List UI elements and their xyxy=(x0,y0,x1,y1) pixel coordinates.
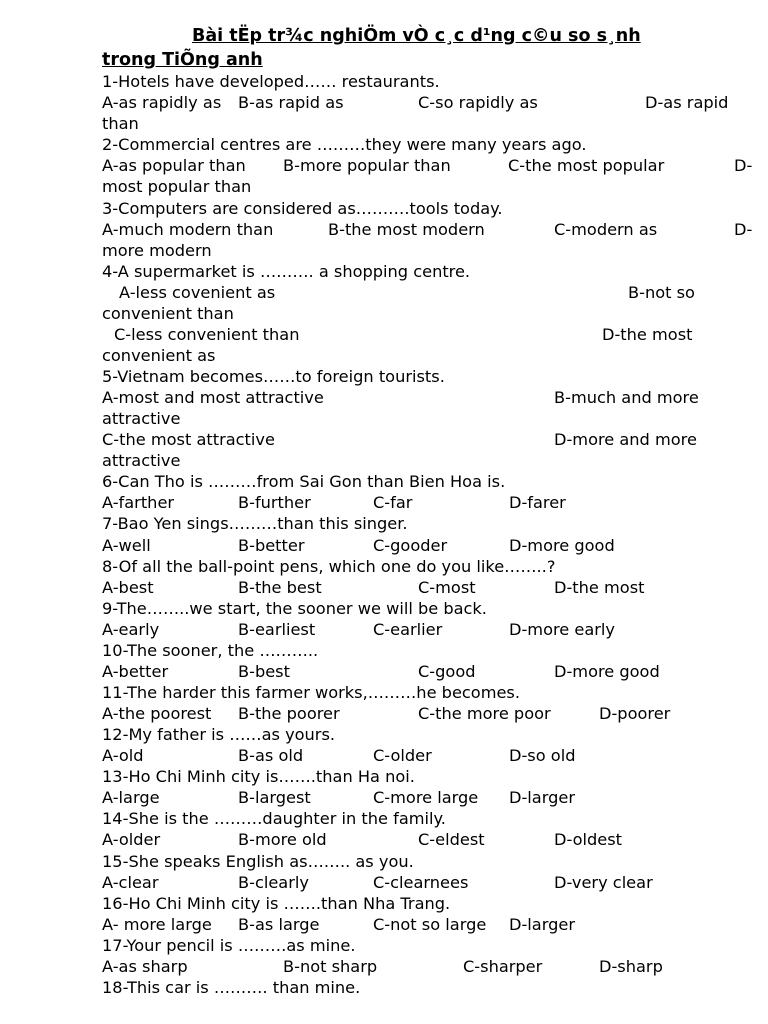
option-c: C-the more poor xyxy=(418,704,551,723)
question-11: 11-The harder this farmer works,………he becomes. xyxy=(102,683,521,702)
question-8: 8-Of all the ball-point pens, which one do you like……..? xyxy=(102,557,556,576)
option-d: D-more good xyxy=(554,662,660,681)
option-a: A-older xyxy=(102,830,161,849)
question-14: 14-She is the ………daughter in the family. xyxy=(102,809,446,828)
option-b: B-as old xyxy=(238,746,304,765)
option-d: D- xyxy=(734,220,753,239)
option-b: B-better xyxy=(238,536,305,555)
option-d: D-the most xyxy=(602,325,693,344)
question-7: 7-Bao Yen sings………than this singer. xyxy=(102,514,408,533)
option-a: A-farther xyxy=(102,493,175,512)
option-b: B-the best xyxy=(238,578,322,597)
option-d: D-larger xyxy=(509,915,575,934)
option-a: A-old xyxy=(102,746,144,765)
option-a: A-better xyxy=(102,662,169,681)
question-4: 4-A supermarket is ………. a shopping centre. xyxy=(102,262,471,281)
option-a: A-as rapidly as xyxy=(102,93,222,112)
option-c: C-eldest xyxy=(418,830,485,849)
option-b: B-more old xyxy=(238,830,327,849)
question-3: 3-Computers are considered as……….tools today. xyxy=(102,199,503,218)
option-a: A-clear xyxy=(102,873,159,892)
option-c: C-far xyxy=(373,493,413,512)
option-d: D-more early xyxy=(509,620,615,639)
option-a: A-best xyxy=(102,578,154,597)
option-d: D-poorer xyxy=(599,704,671,723)
option-b: B-not so xyxy=(628,283,695,302)
option-c: C-the most popular xyxy=(508,156,665,175)
option-c: C-more large xyxy=(373,788,479,807)
option-c: C-gooder xyxy=(373,536,448,555)
option-a: A-less covenient as xyxy=(119,283,276,302)
option-d: D-very clear xyxy=(554,873,653,892)
question-18: 18-This car is ………. than mine. xyxy=(102,978,361,997)
option-b: B-the poorer xyxy=(238,704,340,723)
option-continuation: than xyxy=(102,114,139,133)
question-6: 6-Can Tho is ………from Sai Gon than Bien Hoa is. xyxy=(102,472,506,491)
option-continuation: convenient than xyxy=(102,304,234,323)
option-b: B-much and more xyxy=(554,388,699,407)
option-continuation: attractive xyxy=(102,451,181,470)
option-a: A-as sharp xyxy=(102,957,188,976)
option-d: D-the most xyxy=(554,578,645,597)
option-continuation: most popular than xyxy=(102,177,252,196)
option-a: A-the poorest xyxy=(102,704,212,723)
option-b: B-clearly xyxy=(238,873,309,892)
option-c: C-most xyxy=(418,578,476,597)
option-continuation: convenient as xyxy=(102,346,216,365)
option-c: C-not so large xyxy=(373,915,487,934)
option-b: B-further xyxy=(238,493,311,512)
option-c: C-clearnees xyxy=(373,873,469,892)
option-b: B-the most modern xyxy=(328,220,485,239)
option-b: B-largest xyxy=(238,788,311,807)
question-16: 16-Ho Chi Minh city is …….than Nha Trang. xyxy=(102,894,451,913)
question-12: 12-My father is ……as yours. xyxy=(102,725,336,744)
option-c: C-good xyxy=(418,662,476,681)
option-a: A-well xyxy=(102,536,151,555)
option-a: A-as popular than xyxy=(102,156,246,175)
option-d: D-oldest xyxy=(554,830,623,849)
option-c: C-modern as xyxy=(554,220,658,239)
option-a: A-early xyxy=(102,620,160,639)
question-13: 13-Ho Chi Minh city is…….than Ha noi. xyxy=(102,767,415,786)
option-c: C-sharper xyxy=(463,957,543,976)
option-b: B-best xyxy=(238,662,290,681)
title-line-2: trong TiÕng anh xyxy=(102,50,263,70)
option-b: B-earliest xyxy=(238,620,316,639)
option-a: A- more large xyxy=(102,915,212,934)
option-b: B-not sharp xyxy=(283,957,378,976)
option-b: B-more popular than xyxy=(283,156,451,175)
question-10: 10-The sooner, the ……….. xyxy=(102,641,319,660)
option-d: D-more and more xyxy=(554,430,697,449)
question-2: 2-Commercial centres are ………they were many years ago. xyxy=(102,135,587,154)
option-a: A-most and most attractive xyxy=(102,388,324,407)
question-9: 9-The……..we start, the sooner we will be back. xyxy=(102,599,487,618)
option-d: D-sharp xyxy=(599,957,663,976)
question-17: 17-Your pencil is ………as mine. xyxy=(102,936,356,955)
option-a: A-large xyxy=(102,788,160,807)
option-d: D-larger xyxy=(509,788,575,807)
option-a: A-much modern than xyxy=(102,220,274,239)
option-c: C-so rapidly as xyxy=(418,93,538,112)
option-d: D- xyxy=(734,156,753,175)
option-continuation: more modern xyxy=(102,241,212,260)
option-continuation: attractive xyxy=(102,409,181,428)
option-d: D-so old xyxy=(509,746,576,765)
option-c: C-earlier xyxy=(373,620,443,639)
question-5: 5-Vietnam becomes……to foreign tourists. xyxy=(102,367,445,386)
title-line-1: Bài tËp tr¾c nghiÖm vÒ c¸c d¹ng c©u so s¸nh xyxy=(192,26,641,46)
option-d: D-as rapid xyxy=(645,93,729,112)
option-b: B-as large xyxy=(238,915,320,934)
option-c: C-less convenient than xyxy=(114,325,300,344)
option-d: D-more good xyxy=(509,536,615,555)
option-c: C-older xyxy=(373,746,432,765)
option-c: C-the most attractive xyxy=(102,430,275,449)
question-15: 15-She speaks English as…….. as you. xyxy=(102,852,414,871)
option-d: D-farer xyxy=(509,493,566,512)
question-1: 1-Hotels have developed…… restaurants. xyxy=(102,72,440,91)
option-b: B-as rapid as xyxy=(238,93,344,112)
